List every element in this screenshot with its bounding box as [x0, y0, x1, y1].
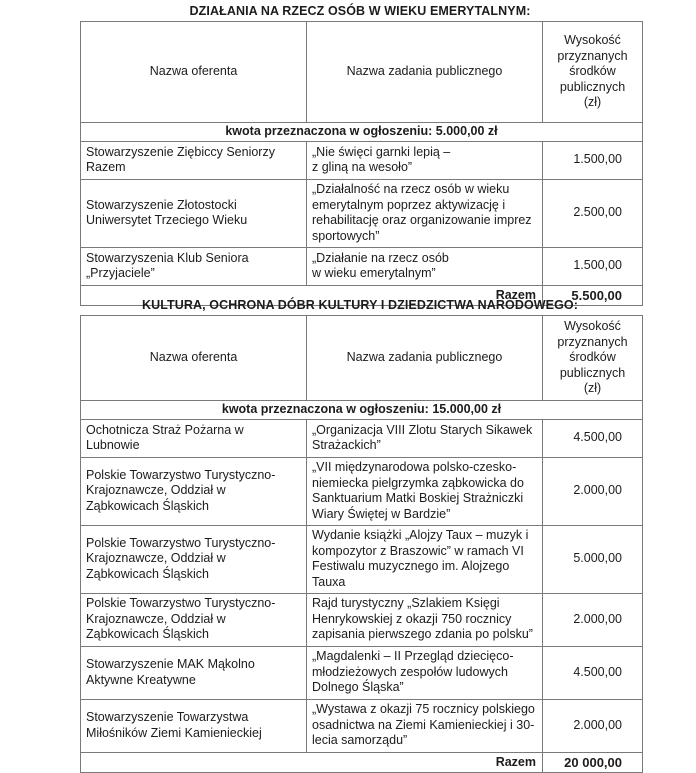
header-oferent: Nazwa oferenta — [81, 22, 307, 123]
oferent-line: Aktywne Kreatywne — [86, 672, 196, 687]
kwota-label: kwota przeznaczona w ogłoszeniu: 15.000,00 zł — [81, 401, 643, 420]
oferent-line: Uniwersytet Trzeciego Wieku — [86, 213, 248, 227]
zadanie-cell — [307, 525, 543, 593]
oferent-cell — [81, 457, 307, 525]
zadanie-line: zapisania pierwszego zdania po polsku” — [312, 627, 533, 642]
sum-value: 5.500,00 — [543, 285, 643, 306]
zadanie-line: Wiary Świętej w Bardzie” — [312, 506, 451, 521]
zadanie-line: „Nie święci garnki lepią – — [312, 144, 451, 159]
oferent-line: „Przyjaciele” — [86, 266, 155, 280]
oferent-line: Polskie Towarzystwo Turystyczno- — [86, 535, 276, 550]
header-oferent: Nazwa oferenta — [81, 316, 307, 401]
zadanie-cell — [307, 699, 543, 752]
zadanie-line: sportowych” — [312, 228, 380, 243]
kwota-cell: 2.000,00 — [543, 593, 643, 646]
zadanie-line: kompozytor z Braszowic” w ramach VI — [312, 543, 524, 558]
table-row — [81, 419, 643, 457]
zadanie-line: „Działanie na rzecz osób — [312, 250, 449, 265]
oferent-line: Razem — [86, 160, 126, 174]
zadanie-line: „Magdalenki – II Przegląd dziecięco- — [312, 649, 514, 664]
header-zadanie: Nazwa zadania publicznego — [307, 316, 543, 401]
oferent-cell — [81, 141, 307, 179]
header-srodki-line: przyznanych — [557, 334, 628, 349]
zadanie-line: „Działalność na rzecz osób w wieku — [312, 182, 510, 196]
table-header-row — [81, 22, 643, 123]
oferent-line: Stowarzyszenie Towarzystwa — [86, 710, 249, 724]
kwota-cell: 5.000,00 — [543, 525, 643, 593]
header-srodki-line: Wysokość — [564, 319, 621, 334]
sum-row — [81, 752, 643, 773]
header-srodki-line: Wysokość — [564, 33, 621, 48]
oferent-line: Ochotnicza Straż Pożarna w — [86, 422, 244, 437]
section-2-table — [80, 315, 643, 773]
oferent-line: Ząbkowicach Śląskich — [86, 627, 209, 642]
oferent-cell — [81, 247, 307, 285]
oferent-line: Polskie Towarzystwo Turystyczno- — [86, 596, 276, 611]
header-srodki-line: przyznanych — [557, 48, 628, 63]
zadanie-cell — [307, 593, 543, 646]
table-row — [81, 457, 643, 525]
zadanie-line: emerytalnym poprzez aktywizację i — [312, 197, 506, 212]
table-row — [81, 179, 643, 247]
table-row — [81, 646, 643, 699]
oferent-line: Ząbkowicach Śląskich — [86, 566, 209, 581]
oferent-line: Stowarzyszenie MAK Mąkolno — [86, 657, 255, 671]
zadanie-line: „Wystawa z okazji 75 rocznicy polskiego — [312, 702, 535, 717]
zadanie-line: osadnictwa na Ziemi Kamienieckiej i 30- — [312, 717, 535, 732]
zadanie-line: niemiecka pielgrzymka ząbkowicka do — [312, 475, 524, 490]
kwota-cell: 4.500,00 — [543, 419, 643, 457]
header-srodki — [543, 22, 643, 123]
kwota-cell: 1.500,00 — [543, 141, 643, 179]
zadanie-line: lecia samorządu” — [312, 733, 408, 748]
oferent-line: Lubnowie — [86, 438, 140, 452]
table-row — [81, 247, 643, 285]
zadanie-line: Rajd turystyczny „Szlakiem Księgi — [312, 596, 500, 611]
header-srodki-line: (zł) — [583, 95, 602, 110]
zadanie-cell — [307, 419, 543, 457]
zadanie-line: Dolnego Śląska” — [312, 680, 404, 695]
oferent-line: Stowarzyszenie Ziębiccy Seniorzy — [86, 144, 275, 159]
zadanie-cell — [307, 247, 543, 285]
oferent-line: Krajoznawcze, Oddział w — [86, 551, 226, 566]
sum-label: Razem — [81, 285, 543, 306]
section-1-table — [80, 21, 643, 306]
zadanie-cell — [307, 646, 543, 699]
oferent-line: Stowarzyszenie Złotostocki — [86, 197, 237, 212]
zadanie-line: „VII międzynarodowa polsko-czesko- — [312, 460, 517, 474]
sum-value: 20 000,00 — [543, 752, 643, 773]
zadanie-line: Sanktuarium Matki Boskiej Strażniczki — [312, 491, 524, 505]
kwota-row — [81, 401, 643, 420]
kwota-cell: 2.000,00 — [543, 699, 643, 752]
zadanie-cell — [307, 457, 543, 525]
table-header-row — [81, 316, 643, 401]
kwota-cell: 4.500,00 — [543, 646, 643, 699]
oferent-cell — [81, 419, 307, 457]
zadanie-line: Henrykowskiej z okazji 750 rocznicy — [312, 611, 512, 626]
kwota-cell: 1.500,00 — [543, 247, 643, 285]
oferent-line: Krajoznawcze, Oddział w — [86, 483, 226, 498]
zadanie-cell — [307, 179, 543, 247]
zadanie-cell — [307, 141, 543, 179]
oferent-line: Stowarzyszenia Klub Seniora — [86, 250, 249, 265]
oferent-line: Ząbkowicach Śląskich — [86, 498, 209, 513]
oferent-cell — [81, 699, 307, 752]
header-srodki-line: środków — [569, 64, 616, 79]
kwota-cell: 2.500,00 — [543, 179, 643, 247]
header-srodki-line: (zł) — [583, 381, 602, 396]
table-row — [81, 593, 643, 646]
zadanie-line: Strażackich” — [312, 438, 381, 452]
oferent-line: Krajoznawcze, Oddział w — [86, 611, 226, 626]
zadanie-line: Tauxa — [312, 574, 346, 589]
kwota-row — [81, 123, 643, 142]
zadanie-line: Wydanie książki „Alojzy Taux – muzyk i — [312, 528, 529, 542]
zadanie-line: z gliną na wesoło” — [312, 160, 413, 174]
zadanie-line: w wieku emerytalnym” — [312, 266, 436, 280]
oferent-cell — [81, 593, 307, 646]
section-2-title: KULTURA, OCHRONA DÓBR KULTURY I DZIEDZICTWA NARODOWEGO: — [141, 298, 579, 312]
sum-label: Razem — [81, 752, 543, 773]
header-srodki — [543, 316, 643, 401]
section-1-title: DZIAŁANIA NA RZECZ OSÓB W WIEKU EMERYTALNYM: — [189, 4, 531, 18]
oferent-cell — [81, 525, 307, 593]
oferent-line: Miłośników Ziemi Kamienieckiej — [86, 725, 262, 740]
oferent-cell — [81, 179, 307, 247]
oferent-line: Polskie Towarzystwo Turystyczno- — [86, 467, 276, 482]
header-srodki-line: publicznych — [559, 79, 626, 94]
oferent-cell — [81, 646, 307, 699]
kwota-cell: 2.000,00 — [543, 457, 643, 525]
header-zadanie: Nazwa zadania publicznego — [307, 22, 543, 123]
table-row — [81, 525, 643, 593]
header-srodki-line: publicznych — [559, 365, 626, 380]
zadanie-line: młodzieżowych zespołów ludowych — [312, 664, 508, 679]
zadanie-line: „Organizacja VIII Zlotu Starych Sikawek — [312, 422, 533, 437]
zadanie-line: Festiwalu muzycznego im. Alojzego — [312, 559, 510, 573]
zadanie-line: rehabilitację oraz organizowanie imprez — [312, 213, 532, 227]
kwota-label: kwota przeznaczona w ogłoszeniu: 5.000,00 zł — [81, 123, 643, 142]
table-row — [81, 141, 643, 179]
header-srodki-line: środków — [569, 350, 616, 365]
table-row — [81, 699, 643, 752]
